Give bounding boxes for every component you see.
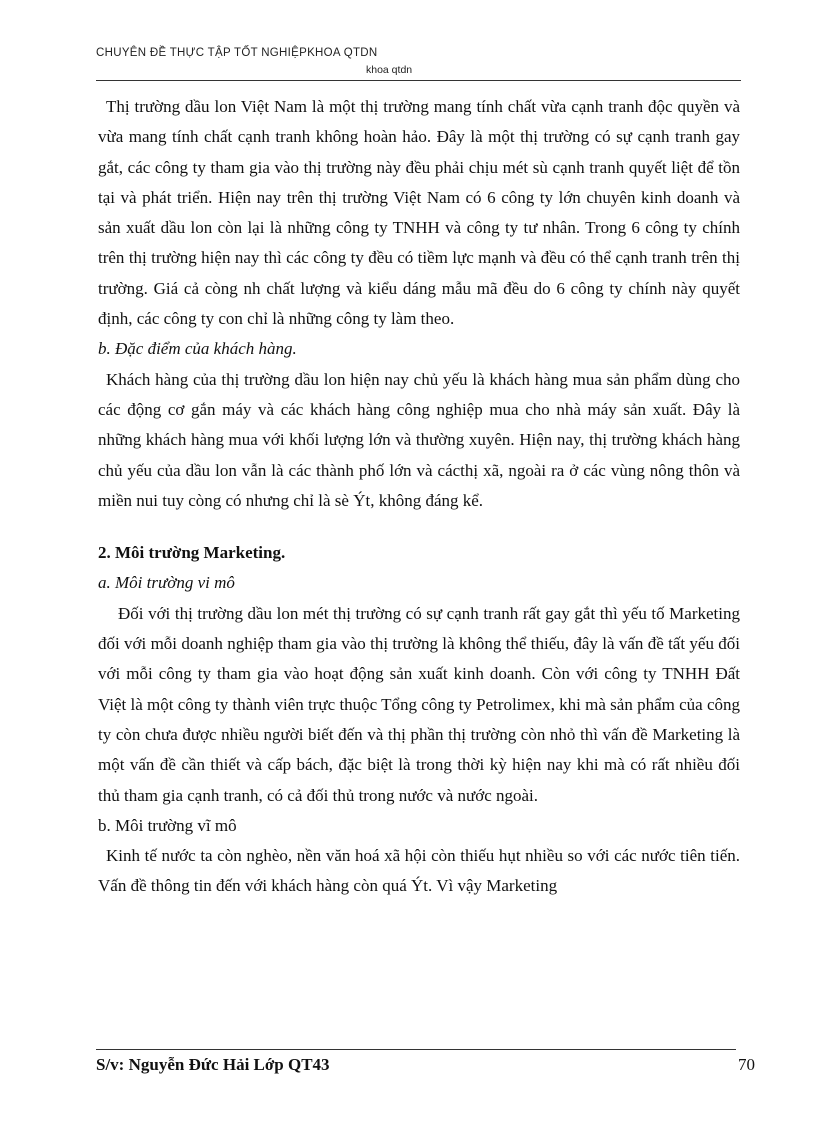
document-body [98,92,740,902]
page-number: 70 [738,1055,755,1074]
running-header-title: CHUYÊN ĐỀ THỰC TẬP TỐT NGHIỆPKHOA QTDN [96,47,378,59]
footer-divider [96,1049,736,1050]
footer-author: S/v: Nguyễn Đức Hải Lớp QT43 [96,1055,330,1074]
paragraph-market-overview: Thị trường dầu lon Việt Nam là một thị trường mang tính chất vừa cạnh tranh độc quyền và vừa mang tính chất cạnh tranh không hoàn hảo. Đây là một thị trường có sự cạnh tranh gay gắt, các công ty tham gia vào thị trường này đều phải chịu mét sù cạnh tranh quyết liệt để tồn tại và phát triển. Hiện nay trên thị trường Việt Nam có 6 công ty lớn chuyên kinh doanh và sản xuất dầu lon còn lại là những công ty TNHH và công ty tư nhân. Trong 6 công ty chính trên thị trường hiện nay thì các công ty đều có tiềm lực mạnh và đều có thể cạnh tranh trên thị trường. Giá cả còng nh chất lượng và kiểu dáng mẫu mã đều do 6 công ty chính này quyết định, các công ty con chỉ là những công ty làm theo. [98,97,740,329]
section-heading-customer-traits: b. Đặc điểm của khách hàng. [98,339,297,359]
header-divider [96,80,741,81]
paragraph-macro-environment: Kinh tế nước ta còn nghèo, nền văn hoá xã hội còn thiếu hụt nhiều so với các nước tiên tiến. Vấn đề thông tin đến với khách hàng còn quá Ýt. Vì vậy Marketing [98,846,740,896]
section-heading-marketing-environment: 2. Môi trường Marketing. [98,543,286,563]
paragraph-micro-environment: Đối với thị trường dầu lon mét thị trường có sự cạnh tranh rất gay gắt thì yếu tố Marketing đối với mỗi doanh nghiệp tham gia vào thị trường là không thể thiếu, đây là vấn đề tất yếu đối với mỗi công ty tham gia vào hoạt động sản xuất kinh doanh. Còn với công ty TNHH Đất Việt là một công ty thành viên trực thuộc Tổng công ty Petrolimex, khi mà sản phẩm của công ty còn chưa được nhiều người biết đến và thị phần thị trường còn nhỏ thì vấn đề Marketing là một vấn đề cần thiết và cấp bách, đặc biệt là trong thời kỳ hiện nay khi mà có rất nhiều đối thủ tham gia cạnh tranh, có cả đối thủ trong nước và nước ngoài. [98,603,740,805]
subsection-heading-macro: b. Môi trường vĩ mô [98,815,237,835]
subsection-heading-micro: a. Môi trường vi mô [98,573,235,593]
running-header-subtitle: khoa qtdn [366,64,413,76]
paragraph-customers: Khách hàng của thị trường dầu lon hiện nay chủ yếu là khách hàng mua sản phẩm dùng cho các động cơ gắn máy và các khách hàng công nghiệp mua cho nhà máy sản xuất. Đây là những khách hàng mua với khối lượng lớn và thường xuyên. Hiện nay, thị trường khách hàng chủ yếu của dầu lon vẫn là các thành phố lớn và cácthị xã, ngoài ra ở các vùng nông thôn và miền nui tuy còng có nhưng chỉ là sè Ýt, không đáng kể. [98,369,740,510]
